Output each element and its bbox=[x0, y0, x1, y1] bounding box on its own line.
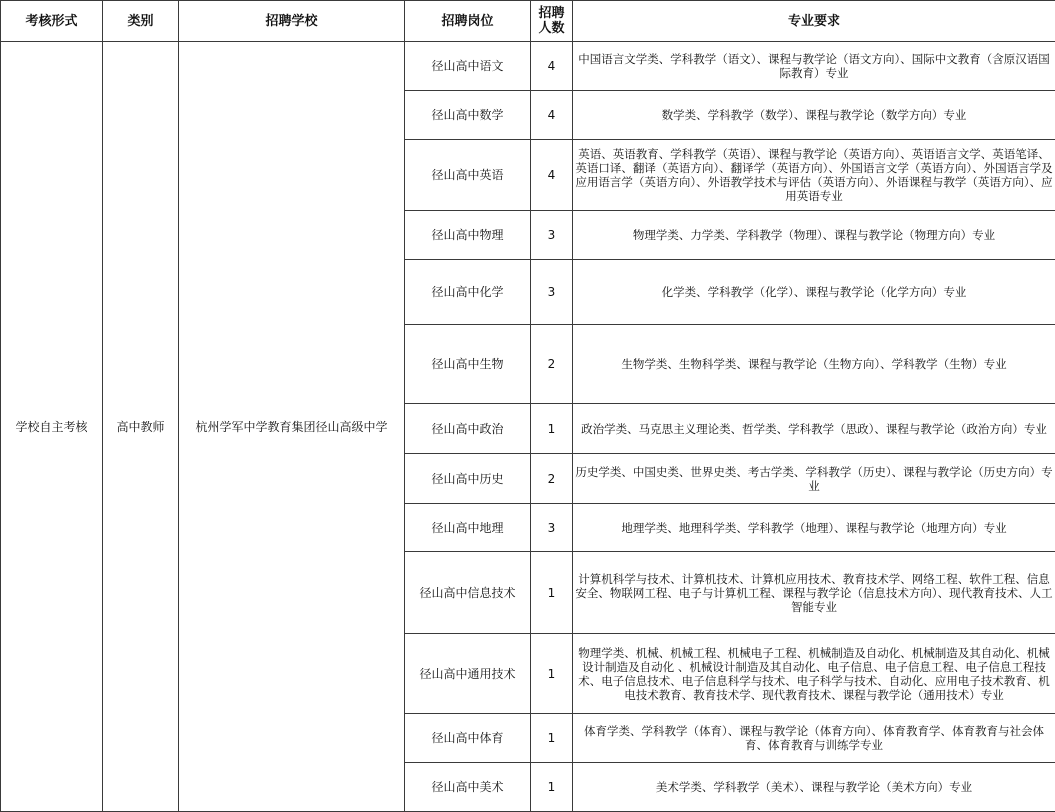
requirement-cell: 政治学类、马克思主义理论类、哲学类、学科教学（思政）、课程与教学论（政治方向）专业 bbox=[573, 404, 1055, 454]
position-cell: 径山高中通用技术 bbox=[405, 634, 531, 714]
requirement-cell: 英语、英语教育、学科教学（英语）、课程与教学论（英语方向）、英语语言文学、英语笔译、英语口译、翻译（英语方向）、翻译学（英语方向）、外国语言文学（英语方向）、外国语言学及应用语言学（英语方向）、外语教学技术与评估（英语方向）、外语课程与教学（英语方向）、应用英语专业 bbox=[573, 140, 1055, 211]
exam-form-cell: 学校自主考核 bbox=[1, 42, 103, 812]
position-cell: 径山高中体育 bbox=[405, 714, 531, 763]
count-cell: 1 bbox=[531, 714, 573, 763]
requirement-cell: 化学类、学科教学（化学）、课程与教学论（化学方向）专业 bbox=[573, 260, 1055, 325]
count-cell: 1 bbox=[531, 763, 573, 812]
category-cell: 高中教师 bbox=[103, 42, 179, 812]
position-cell: 径山高中美术 bbox=[405, 763, 531, 812]
header-count: 招聘人数 bbox=[531, 1, 573, 42]
position-cell: 径山高中生物 bbox=[405, 325, 531, 404]
count-cell: 1 bbox=[531, 552, 573, 634]
position-cell: 径山高中地理 bbox=[405, 504, 531, 552]
requirement-cell: 历史学类、中国史类、世界史类、考古学类、学科教学（历史）、课程与教学论（历史方向）专业 bbox=[573, 454, 1055, 504]
header-row bbox=[1, 1, 1055, 42]
requirement-cell: 物理学类、机械、机械工程、机械电子工程、机械制造及自动化、机械制造及其自动化、机械设计制造及自动化 、机械设计制造及其自动化、电子信息、电子信息工程、电子信息工程技术、电子信息技术、电子信息科学与技术、电子科学与技术、自动化、应用电子技术教育、机电技术教育、教育技术学、现代教育技术、课程与教学论（通用技术）专业 bbox=[573, 634, 1055, 714]
count-cell: 4 bbox=[531, 42, 573, 91]
count-cell: 2 bbox=[531, 325, 573, 404]
position-cell: 径山高中政治 bbox=[405, 404, 531, 454]
requirement-cell: 体育学类、学科教学（体育）、课程与教学论（体育方向）、体育教育学、体育教育与社会体育、体育教育与训练学专业 bbox=[573, 714, 1055, 763]
requirement-cell: 地理学类、地理科学类、学科教学（地理）、课程与教学论（地理方向）专业 bbox=[573, 504, 1055, 552]
count-cell: 4 bbox=[531, 140, 573, 211]
requirement-cell: 中国语言文学类、学科教学（语文）、课程与教学论（语文方向）、国际中文教育（含原汉语国际教育）专业 bbox=[573, 42, 1055, 91]
school-cell: 杭州学军中学教育集团径山高级中学 bbox=[179, 42, 405, 812]
position-cell: 径山高中化学 bbox=[405, 260, 531, 325]
count-cell: 4 bbox=[531, 91, 573, 140]
count-cell: 3 bbox=[531, 260, 573, 325]
position-cell: 径山高中物理 bbox=[405, 211, 531, 260]
requirement-cell: 计算机科学与技术、计算机技术、计算机应用技术、教育技术学、网络工程、软件工程、信息安全、物联网工程、电子与计算机工程、课程与教学论（信息技术方向）、现代教育技术、人工智能专业 bbox=[573, 552, 1055, 634]
requirement-cell: 物理学类、力学类、学科教学（物理）、课程与教学论（物理方向）专业 bbox=[573, 211, 1055, 260]
position-cell: 径山高中英语 bbox=[405, 140, 531, 211]
position-cell: 径山高中信息技术 bbox=[405, 552, 531, 634]
header-category: 类别 bbox=[103, 1, 179, 42]
header-requirement: 专业要求 bbox=[573, 1, 1055, 42]
count-cell: 1 bbox=[531, 634, 573, 714]
count-cell: 3 bbox=[531, 504, 573, 552]
header-school: 招聘学校 bbox=[179, 1, 405, 42]
position-cell: 径山高中语文 bbox=[405, 42, 531, 91]
count-cell: 2 bbox=[531, 454, 573, 504]
count-cell: 1 bbox=[531, 404, 573, 454]
requirement-cell: 生物学类、生物科学类、课程与教学论（生物方向）、学科教学（生物）专业 bbox=[573, 325, 1055, 404]
count-cell: 3 bbox=[531, 211, 573, 260]
header-position: 招聘岗位 bbox=[405, 1, 531, 42]
requirement-cell: 美术学类、学科教学（美术）、课程与教学论（美术方向）专业 bbox=[573, 763, 1055, 812]
header-exam-form: 考核形式 bbox=[1, 1, 103, 42]
position-cell: 径山高中数学 bbox=[405, 91, 531, 140]
position-cell: 径山高中历史 bbox=[405, 454, 531, 504]
table-row bbox=[1, 42, 1055, 91]
requirement-cell: 数学类、学科教学（数学）、课程与教学论（数学方向）专业 bbox=[573, 91, 1055, 140]
